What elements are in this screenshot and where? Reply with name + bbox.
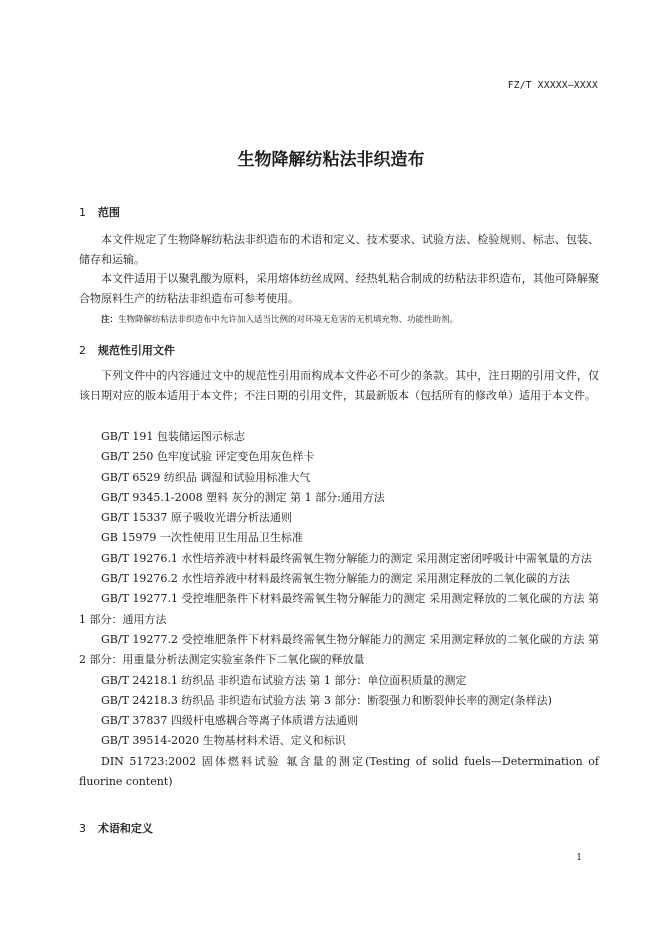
reference-list: [79, 427, 599, 792]
note-text: 生物降解纺粘法非织造布中允许加入适当比例的对环境无危害的无机填充物、功能性助剂。: [118, 315, 459, 325]
paragraph: 下列文件中的内容通过文中的规范性引用而构成本文件必不可少的条款。其中，注日期的引用文件，仅该日期对应的版本适用于本文件；不注日期的引用文件，其最新版本（包括所有的修改单）适用于本文件。: [79, 369, 599, 402]
document-title: 生物降解纺粘法非织造布: [237, 150, 425, 170]
reference-item: GB/T 24218.3 纺织品 非织造布试验方法 第 3 部分：断裂强力和断裂伸长率的测定(条样法): [101, 693, 552, 707]
section-heading-normative-references: [79, 342, 175, 358]
reference-item: GB/T 19277.1 受控堆肥条件下材料最终需氧生物分解能力的测定 采用测定释放的二氧化碳的方法 第 1 部分：通用方法: [79, 592, 599, 626]
paragraph: 本文件规定了生物降解纺粘法非织造布的术语和定义、技术要求、试验方法、检验规则、标志、包装、储存和运输。: [79, 233, 599, 266]
section-number: 3: [79, 822, 86, 835]
reference-item: GB/T 19277.2 受控堆肥条件下材料最终需氧生物分解能力的测定 采用测定释放的二氧化碳的方法 第 2 部分：用重量分析法测定实验室条件下二氧化碳的释放量: [79, 632, 599, 667]
reference-item: GB/T 37837 四级杆电感耦合等离子体质谱方法通则: [101, 714, 358, 728]
section-title: 术语和定义: [97, 822, 153, 835]
scope-note: [101, 314, 599, 326]
section-title: 范围: [97, 206, 120, 219]
reference-item: GB/T 191 包装储运图示标志: [101, 430, 245, 443]
section-heading-scope: [79, 204, 120, 220]
scope-body: [79, 230, 599, 308]
reference-item: GB/T 19276.1 水性培养液中材料最终需氧生物分解能力的测定 采用测定密闭呼吸计中需氧量的方法: [101, 551, 592, 565]
section-number: 2: [79, 344, 86, 357]
note-label: 注：: [101, 315, 119, 325]
standard-code: FZ/T XXXXX—XXXX: [507, 80, 598, 91]
reference-item: GB 15979 一次性使用卫生用品卫生标准: [101, 531, 303, 545]
references-intro: [79, 366, 599, 405]
paragraph: 本文件适用于以聚乳酸为原料，采用熔体纺丝成网、经热轧粘合制成的纺粘法非织造布，其他可降解聚合物原料生产的纺粘法非织造布可参考使用。: [79, 272, 599, 305]
section-number: 1: [79, 206, 86, 219]
reference-item: GB/T 9345.1-2008 塑料 灰分的测定 第 1 部分:通用方法: [101, 490, 385, 504]
reference-item: GB/T 250 色牢度试验 评定变色用灰色样卡: [101, 450, 315, 464]
reference-item: GB/T 15337 原子吸收光谱分析法通则: [101, 511, 292, 525]
page-number: 1: [576, 853, 582, 863]
reference-item: GB/T 19276.2 水性培养液中材料最终需氧生物分解能力的测定 采用测定释放的二氧化碳的方法: [101, 572, 570, 586]
reference-item: GB/T 24218.1 纺织品 非织造布试验方法 第 1 部分：单位面积质量的测定: [101, 673, 467, 687]
section-title: 规范性引用文件: [97, 344, 175, 357]
section-heading-terms-definitions: [79, 820, 153, 836]
reference-item: GB/T 39514-2020 生物基材料术语、定义和标识: [101, 734, 346, 748]
reference-item: GB/T 6529 纺织品 调湿和试验用标准大气: [101, 470, 311, 484]
reference-item: DIN 51723:2002 固体燃料试验 氟含量的测定(Testing of solid fuels—Determination of fluorine content): [79, 754, 599, 789]
